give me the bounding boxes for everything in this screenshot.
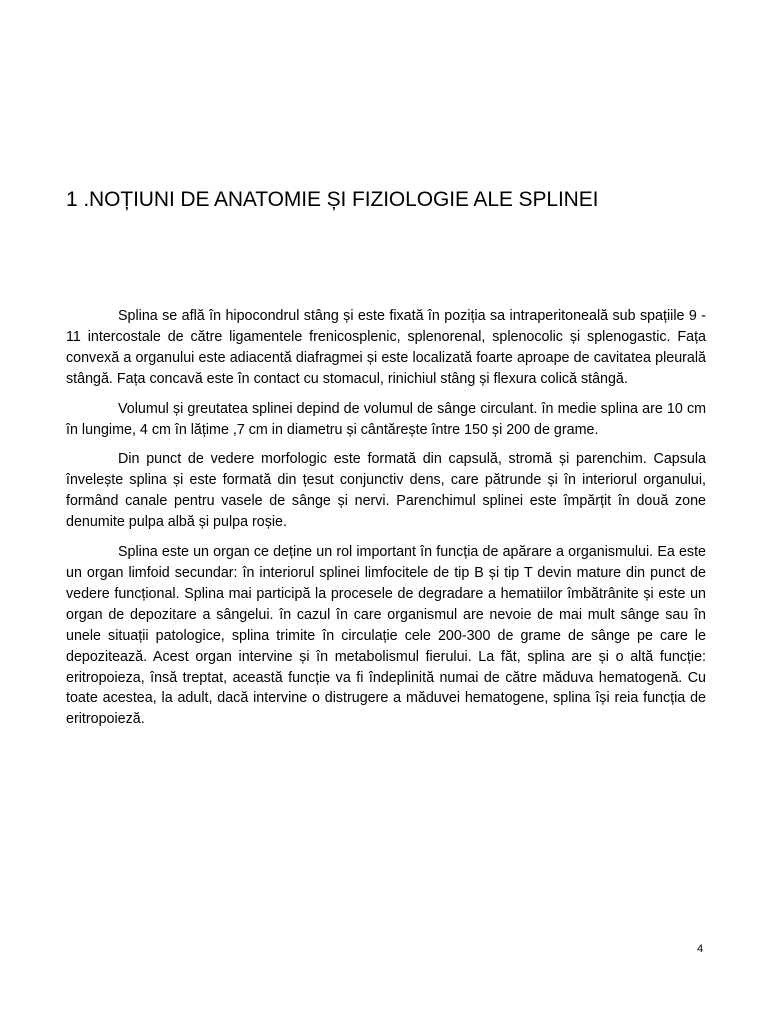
paragraph-function: Splina este un organ ce deține un rol important în funcția de apărare a organismului. Ea este un organ limfoid secundar: în interiorul splinei limfocitele de tip B și tip T devin mature din punct de vedere funcțional. Splina mai participă la procesele de degradare a hematiilor îmbătrânite și este un organ de depozitare a sângelui. în cazul în care organismul are nevoie de mai mult sânge sau în unele situații patologice, splina trimite în circulație cele 200-300 de grame de sânge pe care le depozitează. Acest organ intervine și în metabolismul fierului. La făt, splina are și o altă funcție: eritropoieza, însă treptat, această funcție va fi îndeplinită numai de către măduva hematogenă. Cu toate acestea, la adult, dacă intervine o distrugere a măduvei hematogene, splina își reia funcția de eritropoieză. [66, 544, 706, 728]
paragraph-location: Splina se află în hipocondrul stâng și este fixată în poziția sa intraperitoneală sub spațiile 9 - 11 intercostale de către ligamentele frenicosplenic, splenorenal, splenocolic și splenogastic. Fața convexă a organului este adiacentă diafragmei și este localizată foarte aproape de cavitatea pleurală stângă. Fața concavă este în contact cu stomacul, rinichiul stâng și flexura colică stângă. [66, 308, 706, 387]
page-number: 4 [697, 943, 704, 955]
paragraph-dimensions: Volumul și greutatea splinei depind de volumul de sânge circulant. în medie splina are 10 cm în lungime, 4 cm în lățime ,7 cm in diametru și cântărește între 150 și 200 de grame. [66, 400, 706, 438]
paragraph-morphology: Din punct de vedere morfologic este formată din capsulă, stromă și parenchim. Capsula învelește splina și este formată din țesut conjunctiv dens, care pătrunde și în interiorul organului, formând canale pentru vasele de sânge și nervi. Parenchimul splinei este împărțit în două zone denumite pulpa albă și pulpa roșie. [66, 451, 706, 531]
section-heading: 1 .NOȚIUNI DE ANATOMIE ȘI FIZIOLOGIE ALE SPLINEI [66, 188, 599, 211]
body-text [66, 306, 706, 739]
